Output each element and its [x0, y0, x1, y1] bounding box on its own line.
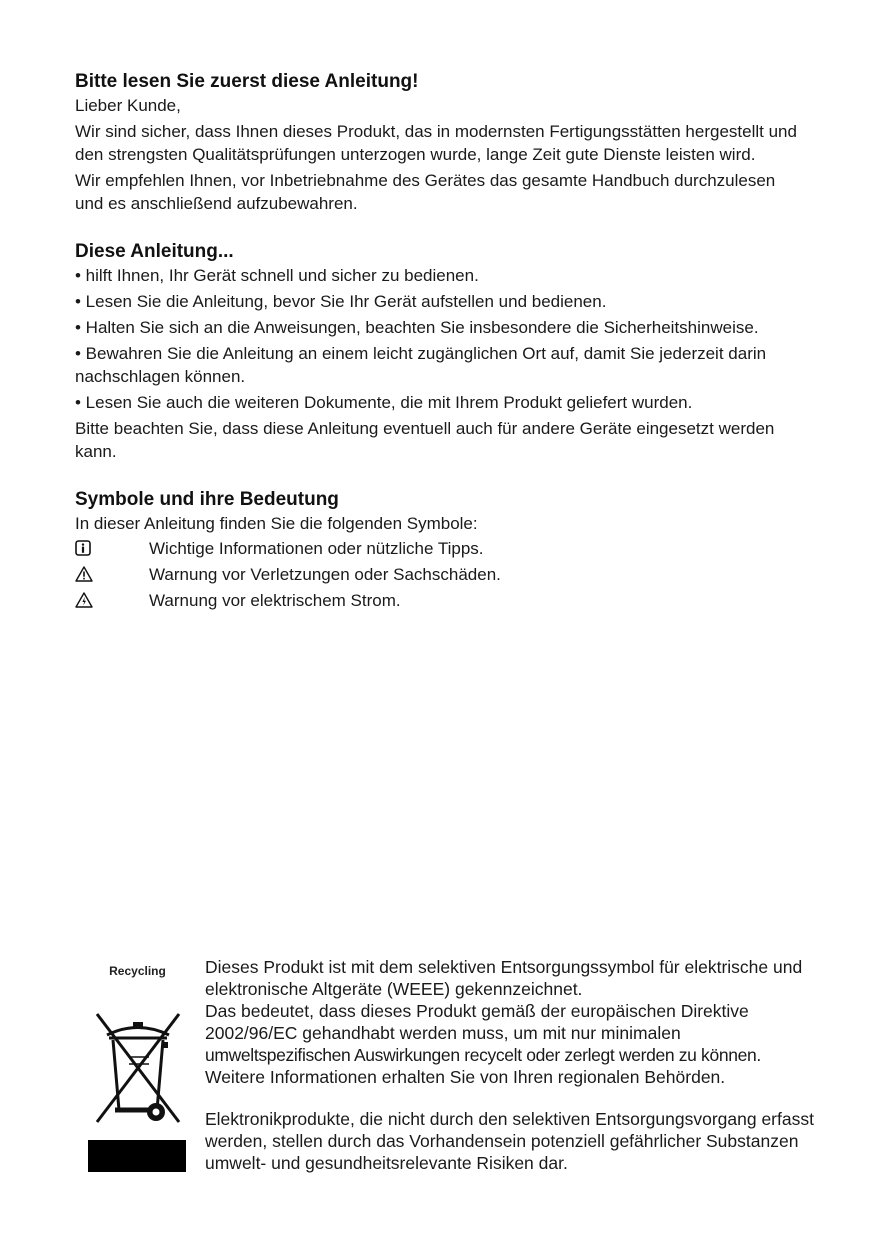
symbols-intro: In dieser Anleitung finden Sie die folgenden Symbole:	[75, 514, 478, 533]
symbol-row-warning	[75, 561, 805, 587]
electric-warning-icon	[75, 592, 149, 608]
manual-page	[75, 70, 805, 638]
intro-paragraph-2: Wir empfehlen Ihnen, vor Inbetriebnahme des Gerätes das gesamte Handbuch durchzulesen und es anschließend aufzubewahren.	[75, 171, 776, 213]
manual-note: Bitte beachten Sie, dass diese Anleitung eventuell auch für andere Geräte eingesetzt werden kann.	[75, 419, 775, 461]
symbol-row-info	[75, 535, 805, 561]
recycling-paragraph-2: Elektronikprodukte, die nicht durch den selektiven Entsorgungsvorgang erfasst werden, stellen durch das Vorhandensein potenziell gefährlicher Substanzen umwelt- und gesundheitsrelevante Risiken dar.	[205, 1109, 814, 1173]
symbol-text: Warnung vor elektrischem Strom.	[149, 590, 401, 610]
bullet-item: • hilft Ihnen, Ihr Gerät schnell und sicher zu bedienen.	[75, 266, 479, 285]
symbol-text: Wichtige Informationen oder nützliche Tipps.	[149, 538, 484, 558]
symbols-heading: Symbole und ihre Bedeutung	[75, 489, 339, 510]
intro-paragraph-1: Wir sind sicher, dass Ihnen dieses Produkt, das in modernsten Fertigungsstätten hergestellt und den strengsten Qualitätsprüfungen unterzogen wurde, lange Zeit gute Dienste leisten wird.	[75, 122, 797, 164]
bullet-item: • Lesen Sie auch die weiteren Dokumente, die mit Ihrem Produkt geliefert wurden.	[75, 393, 693, 412]
manual-section	[75, 240, 805, 463]
symbols-section	[75, 488, 805, 613]
recycling-label: Recycling	[109, 964, 166, 978]
bullet-item: • Lesen Sie die Anleitung, bevor Sie Ihr Gerät aufstellen und bedienen.	[75, 292, 607, 311]
crossed-out-wheelie-bin-icon	[89, 1002, 187, 1128]
warning-icon	[75, 566, 149, 582]
recycling-paragraph-1c: umweltspezifischen Auswirkungen recycelt oder zerlegt werden zu können.	[205, 1045, 761, 1065]
recycling-paragraph-1a: Dieses Produkt ist mit dem selektiven Entsorgungssymbol für elektrische und elektronische Altgeräte (WEEE) gekennzeichnet.	[205, 957, 803, 999]
bullet-item: • Bewahren Sie die Anleitung an einem leicht zugänglichen Ort auf, damit Sie jederzeit darin nachschlagen können.	[75, 344, 767, 386]
symbol-text: Warnung vor Verletzungen oder Sachschäden.	[149, 564, 501, 584]
symbol-row-electric	[75, 587, 805, 613]
recycling-symbol-area	[85, 956, 190, 978]
recycling-text	[205, 956, 815, 1174]
info-icon	[75, 540, 149, 556]
weee-marking-bar	[88, 1140, 186, 1172]
recycling-paragraph-1b: Das bedeutet, dass dieses Produkt gemäß der europäischen Direktive 2002/96/EC gehandhabt werden muss, um mit nur minimalen	[205, 1001, 749, 1043]
intro-section	[75, 70, 805, 215]
recycling-paragraph-1d: Weitere Informationen erhalten Sie von Ihren regionalen Behörden.	[205, 1067, 726, 1087]
greeting: Lieber Kunde,	[75, 96, 181, 115]
bullet-item: • Halten Sie sich an die Anweisungen, beachten Sie insbesondere die Sicherheitshinweise.	[75, 318, 759, 337]
intro-heading: Bitte lesen Sie zuerst diese Anleitung!	[75, 71, 419, 92]
manual-heading: Diese Anleitung...	[75, 241, 234, 262]
